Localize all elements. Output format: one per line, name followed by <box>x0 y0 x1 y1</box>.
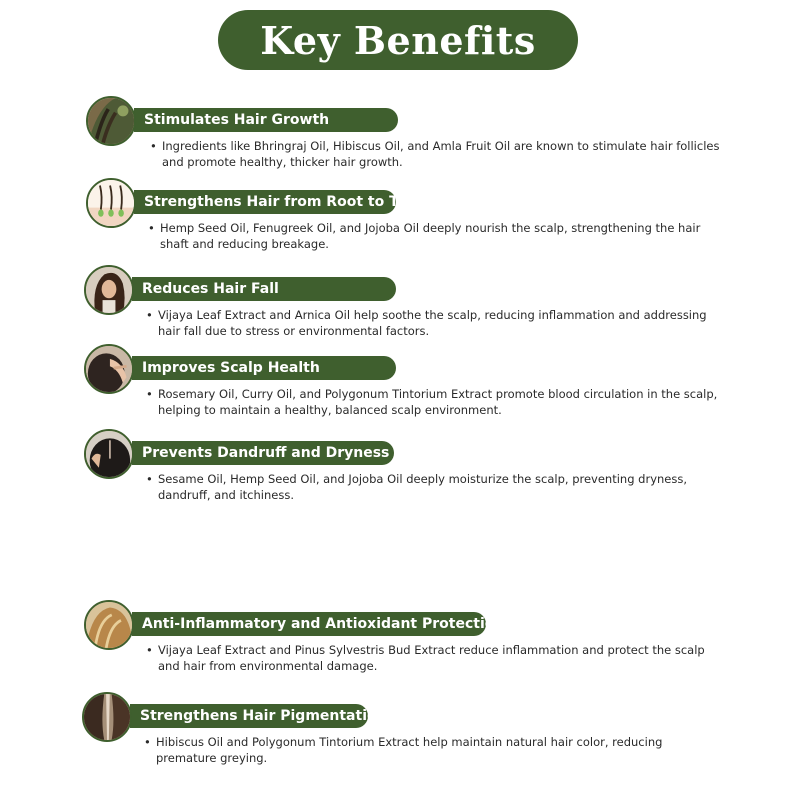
scalp-massage-photo <box>84 344 134 394</box>
benefit-heading: Reduces Hair Fall <box>132 277 396 301</box>
benefit-heading: Improves Scalp Health <box>132 356 396 380</box>
benefit-description: • Sesame Oil, Hemp Seed Oil, and Jojoba Oil deeply moisturize the scalp, preventing dryness, dandruff, and itchiness. <box>146 471 706 503</box>
benefit-description: • Rosemary Oil, Curry Oil, and Polygonum Tintorium Extract promote blood circulation in the scalp, helping to maintain a healthy, balanced scalp environment. <box>146 386 726 418</box>
benefit-description: • Ingredients like Bhringraj Oil, Hibiscus Oil, and Amla Fruit Oil are known to stimulate hair follicles and promote healthy, thicker hair growth. <box>150 138 730 170</box>
blonde-hair-photo <box>84 600 134 650</box>
dark-hair-photo <box>82 692 132 742</box>
benefit-heading: Anti-Inflammatory and Antioxidant Protection <box>132 612 486 636</box>
benefit-heading: Strengthens Hair Pigmentation <box>130 704 368 728</box>
benefit-heading: Prevents Dandruff and Dryness <box>132 441 394 465</box>
woman-hair-photo <box>84 265 134 315</box>
benefit-description: • Hemp Seed Oil, Fenugreek Oil, and Jojoba Oil deeply nourish the scalp, strengthening the hair shaft and reducing breakage. <box>148 220 728 252</box>
benefit-description: • Vijaya Leaf Extract and Pinus Sylvestris Bud Extract reduce inflammation and protect the scalp and hair from environmental damage. <box>146 642 726 674</box>
benefit-description: • Hibiscus Oil and Polygonum Tintorium Extract help maintain natural hair color, reducing premature greying. <box>144 734 724 766</box>
scalp-check-photo <box>84 429 134 479</box>
page-title: Key Benefits <box>260 17 536 63</box>
benefit-description: • Vijaya Leaf Extract and Arnica Oil help soothe the scalp, reducing inflammation and addressing hair fall due to stress or environmental factors. <box>146 307 730 339</box>
hair-growth-photo <box>86 96 136 146</box>
hair-root-illustration <box>86 178 136 228</box>
title-banner <box>218 10 578 70</box>
benefit-heading: Stimulates Hair Growth <box>134 108 398 132</box>
benefit-heading: Strengthens Hair from Root to Tip <box>134 190 396 214</box>
